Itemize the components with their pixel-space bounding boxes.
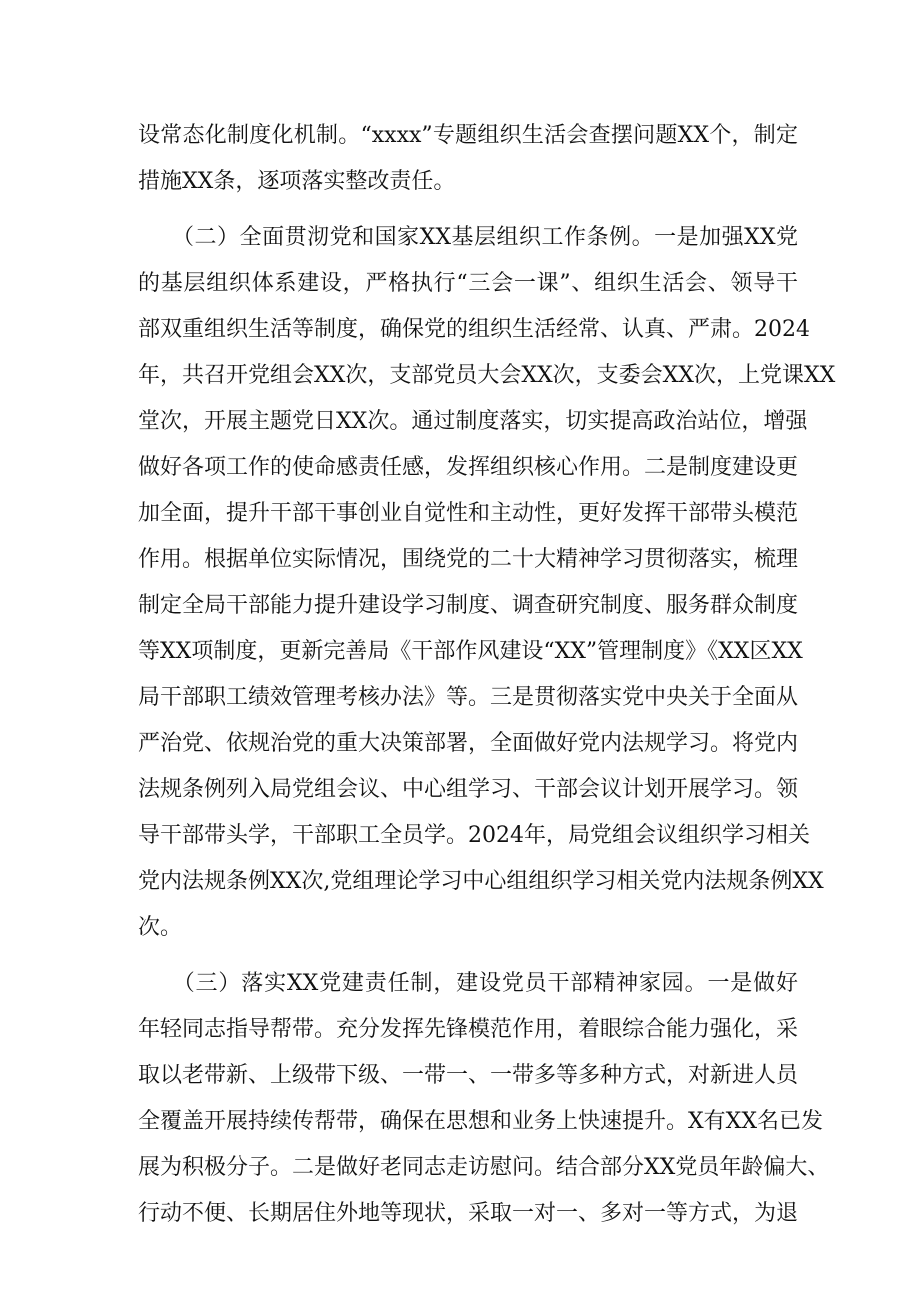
text-line: 次。 — [138, 915, 183, 940]
text-line: 制定全局干部能力提升建设学习制度、调查研究制度、服务群众制度 — [138, 593, 799, 618]
text-line: （二）全面贯沏党和国家XX基层组织工作条例。一是加强XX党 — [138, 225, 798, 250]
text-line: 展为积极分子。二是做好老同志走访慰问。结合部分XX党员年龄偏大、 — [138, 1155, 830, 1180]
text-line: 导干部带头学，干部职工全员学。2024年，局党组会议组织学习相关 — [138, 823, 810, 848]
text-line: 局干部职工绩效管理考核办法》等。三是贯彻落实党中央关于全面从 — [138, 685, 799, 710]
text-line: 取以老带新、上级带下级、一带一、一带多等多种方式，对新进人员 — [138, 1063, 799, 1088]
text-line: 加全面，提升干部干事创业自觉性和主动性，更好发挥干部带头模范 — [138, 501, 799, 526]
text-line: 行动不便、长期居住外地等现状，采取一对一、多对一等方式，为退 — [138, 1201, 799, 1226]
text-line: 年轻同志指导帮带。充分发挥先锋模范作用，着眼综合能力强化，采 — [138, 1017, 799, 1042]
text-line: 部双重组织生活等制度，确保党的组织生活经常、认真、严肃。2024 — [138, 317, 810, 342]
text-line: （三）落实XX党建责任制，建设党员干部精神家园。一是做好 — [138, 971, 798, 996]
text-line: 作用。根据单位实际情况，围绕党的二十大精神学习贯彻落实，梳理 — [138, 547, 799, 572]
text-line: 做好各项工作的使命感责任感，发挥组织核心作用。二是制度建设更 — [138, 455, 799, 480]
paragraph-gap — [138, 205, 798, 215]
paragraph-gap — [138, 951, 798, 961]
text-line: 堂次，开展主题党日XX次。通过制度落实，切实提高政治站位，增强 — [138, 409, 808, 434]
text-line: 等XX项制度，更新完善局《干部作风建设“XX”管理制度》《XX区XX — [138, 639, 803, 664]
text-line: 全覆盖开展持续传帮带，确保在思想和业务上快速提升。X有XX名已发 — [138, 1109, 823, 1134]
text-line: 年，共召开党组会XX次，支部党员大会XX次，支委会XX次，上党课XX — [138, 363, 836, 388]
text-line: 严治党、依规治党的重大决策部署，全面做好党内法规学习。将党内 — [138, 731, 799, 756]
text-line: 设常态化制度化机制。“xxxx”专题组织生活会查摆问题XX个，制定 — [138, 123, 798, 148]
body-text — [138, 113, 836, 1237]
text-line: 法规条例列入局党组会议、中心组学习、干部会议计划开展学习。领 — [138, 777, 799, 802]
text-line: 措施XX条，逐项落实整改责任。 — [138, 169, 456, 194]
text-line: 的基层组织体系建设，严格执行“三会一课”、组织生活会、领导干 — [138, 271, 798, 296]
text-line: 党内法规条例XX次,党组理论学习中心组组织学习相关党内法规条例XX — [138, 869, 824, 894]
